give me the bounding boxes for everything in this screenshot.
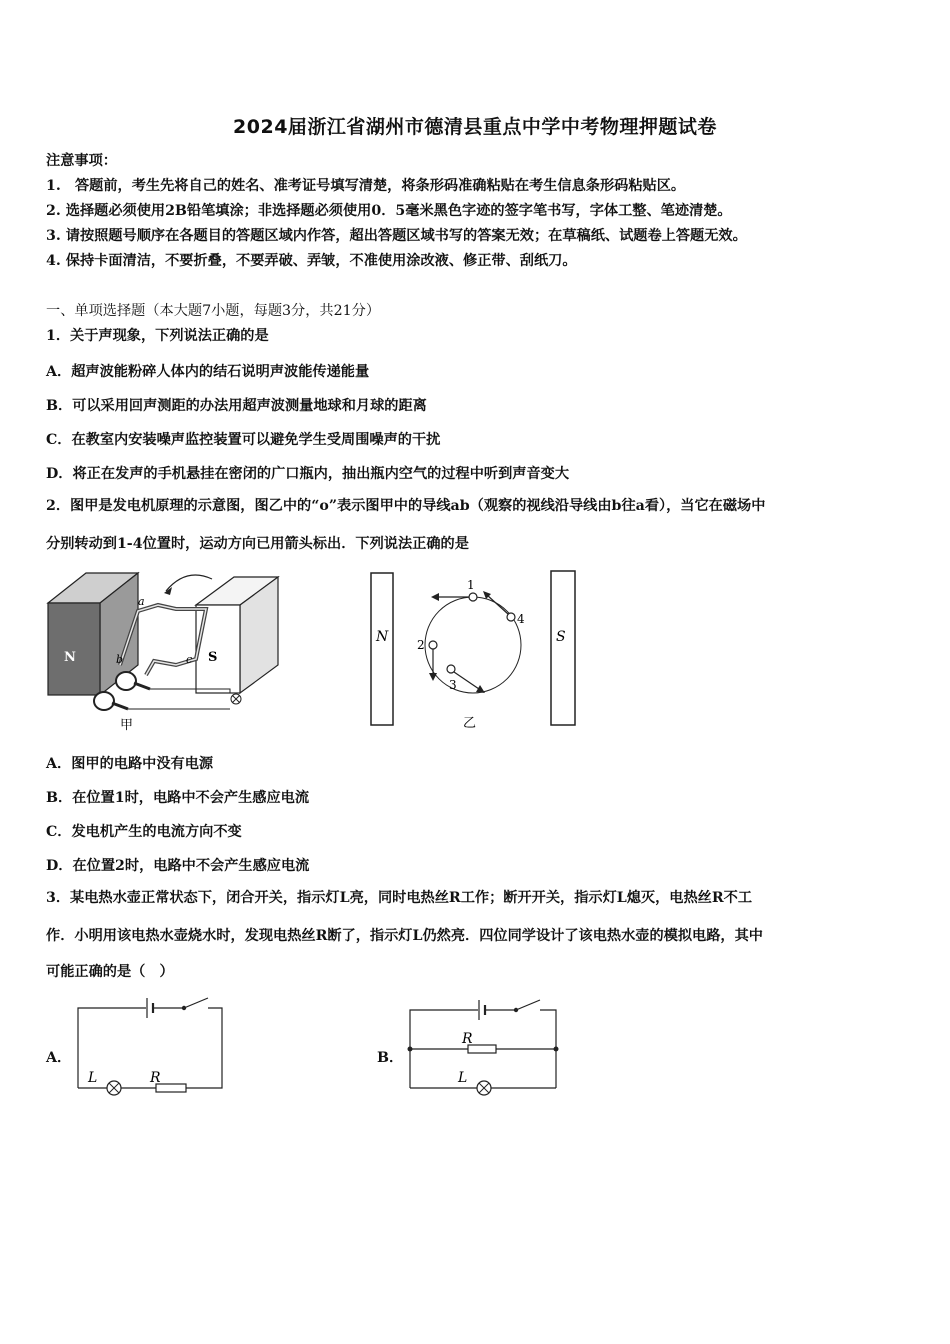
rotation-circle	[425, 597, 521, 693]
section-heading: 一、单项选择题（本大题7小题，每题3分，共21分）	[46, 303, 381, 319]
position-4-dot	[507, 613, 515, 621]
q2-option-d: D．在位置2时，电路中不会产生感应电流	[46, 858, 310, 874]
circuit-a-label: A．	[46, 1050, 72, 1066]
slip-ring-2	[94, 692, 114, 710]
position-1-arrowhead	[431, 593, 439, 601]
circuit-a	[70, 992, 230, 1098]
position-3-dot	[447, 665, 455, 673]
motion-figure	[365, 565, 595, 735]
notice-item-3: 3. 请按照题号顺序在各题目的答题区域内作答，超出答题区域书写的答案无效；在草稿纸、试题卷上答题无效。	[46, 228, 747, 244]
n-pole-bar	[371, 573, 393, 725]
wire-a-label: a	[138, 595, 145, 608]
position-4-label: 4	[517, 612, 525, 626]
q2-stem-line1: 2．图甲是发电机原理的示意图，图乙中的“o”表示图甲中的导线ab（观察的视线沿导线由b往a看），当它在磁场中	[46, 498, 766, 514]
circuit-b-r-label: R	[462, 1031, 473, 1047]
circuit-b-node-left	[408, 1047, 413, 1052]
circuit-b-l-label: L	[458, 1070, 468, 1086]
s-pole-bar	[551, 571, 575, 725]
q3-stem-line1: 3．某电热水壶正常状态下，闭合开关，指示灯L亮，同时电热丝R工作；断开开关，指示灯L熄灭，电热丝R不工	[46, 890, 753, 906]
notice-item-4: 4. 保持卡面清洁，不要折叠，不要弄破、弄皱，不准使用涂改液、修正带、刮纸刀。	[46, 253, 577, 269]
s-pole-bar-label: S	[556, 629, 566, 645]
q1-option-d: D．将正在发声的手机悬挂在密闭的广口瓶内，抽出瓶内空气的过程中听到声音变大	[46, 466, 570, 482]
circuit-b	[400, 992, 566, 1098]
slip-ring-1	[116, 672, 136, 690]
brush-2	[112, 703, 128, 709]
q2-option-a: A．图甲的电路中没有电源	[46, 756, 214, 772]
n-pole-bar-label: N	[376, 629, 389, 645]
position-3-arrowhead	[476, 685, 485, 693]
circuit-a-switch-blade	[184, 998, 208, 1008]
circuit-a-right	[186, 1008, 222, 1088]
q3-stem-line2: 作．小明用该电热水壶烧水时，发现电热丝R断了，指示灯L仍然亮．四位同学设计了该电热水壶的模拟电路，其中	[46, 928, 763, 944]
position-3-arrow	[454, 672, 479, 689]
position-4-arrow	[487, 595, 508, 614]
wire-b-label: b	[116, 653, 124, 666]
page-title: 2024届浙江省湖州市德清县重点中学中考物理押题试卷	[233, 116, 717, 138]
position-2-label: 2	[417, 638, 425, 652]
circuit-b-label: B．	[377, 1050, 404, 1066]
q2-stem-line2: 分别转动到1-4位置时，运动方向已用箭头标出．下列说法正确的是	[46, 536, 469, 552]
q3-stem-line3: 可能正确的是（ ）	[46, 964, 174, 980]
position-2-dot	[429, 641, 437, 649]
q2-option-c: C．发电机产生的电流方向不变	[46, 824, 242, 840]
position-1-label: 1	[467, 578, 475, 592]
q1-option-b: B．可以采用回声测距的办法用超声波测量地球和月球的距离	[46, 398, 427, 414]
position-1-dot	[469, 593, 477, 601]
q1-stem: 1．关于声现象，下列说法正确的是	[46, 328, 269, 344]
q1-option-a: A．超声波能粉碎人体内的结石说明声波能传递能量	[46, 364, 370, 380]
rotation-arrow	[166, 575, 212, 591]
circuit-a-l-label: L	[88, 1070, 98, 1086]
q1-option-c: C．在教室内安装噪声监控装置可以避免学生受周围噪声的干扰	[46, 432, 441, 448]
figure-jia-caption: 甲	[120, 718, 134, 733]
n-pole-label: N	[64, 650, 76, 665]
notice-item-1: 1. 答题前，考生先将自己的姓名、准考证号填写清楚，将条形码准确粘贴在考生信息条形码粘贴区。	[46, 178, 686, 194]
figure-yi-caption: 乙	[463, 716, 477, 731]
notice-item-2: 2. 选择题必须使用2B铅笔填涂；非选择题必须使用0．5毫米黑色字迹的签字笔书写，字体工整、笔迹清楚。	[46, 203, 732, 219]
brush-1	[134, 683, 150, 689]
s-pole-label: S	[208, 650, 218, 665]
position-2-arrowhead	[429, 673, 437, 681]
circuit-a-r-label: R	[150, 1070, 161, 1086]
n-magnet-front	[48, 603, 100, 695]
wire-c-label: c	[186, 653, 193, 666]
generator-figure	[46, 565, 296, 735]
notice-heading: 注意事项：	[46, 153, 117, 169]
circuit-b-node-right	[554, 1047, 559, 1052]
circuit-b-switch-blade	[516, 1000, 540, 1010]
position-3-label: 3	[449, 678, 457, 692]
q2-option-b: B．在位置1时，电路中不会产生感应电流	[46, 790, 310, 806]
